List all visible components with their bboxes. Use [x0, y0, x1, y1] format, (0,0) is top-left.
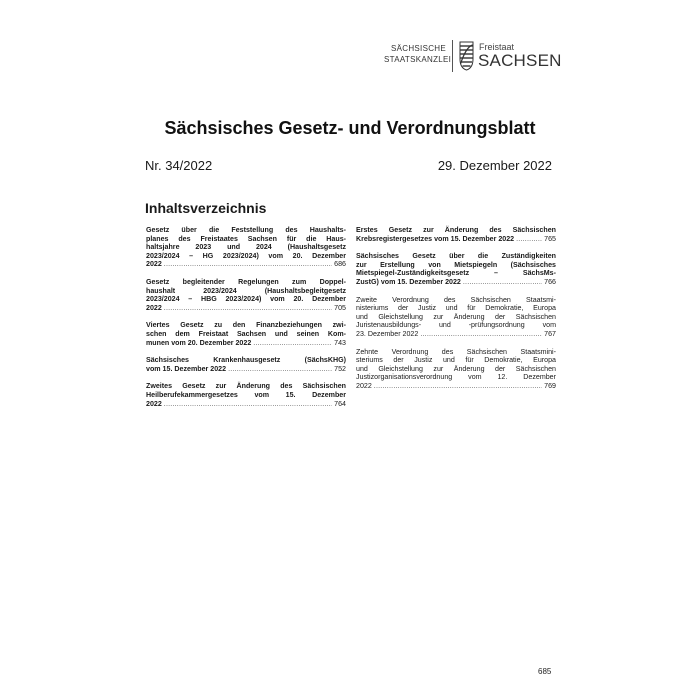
toc-page-number: 769: [544, 381, 556, 390]
toc-entry-line: Heilberufekammergesetzes vom 15. Dezember: [146, 390, 346, 399]
toc-entry-line: planes des Freistaates Sachsen für die Haus-: [146, 234, 346, 243]
toc-page-number: 766: [544, 277, 556, 286]
toc-entry-line: haushalt 2023/2024 (Haushaltsbegleitgesetz: [146, 286, 346, 295]
toc-entry-line: schen dem Freistaat Sachsen und seinen Kom-: [146, 329, 346, 338]
toc-page-number: 767: [544, 329, 556, 338]
saxony-coat-of-arms-icon: [459, 41, 474, 71]
toc-entry-last-line: [356, 235, 556, 244]
toc-entry-line: munen vom 20. Dezember 2022: [146, 338, 252, 347]
toc-page-number: 705: [334, 303, 346, 312]
toc-entry-line: und Gleichstellung zur Änderung der Sächsischen: [356, 364, 556, 373]
toc-entry-line: Krebsregistergesetzes vom 15. Dezember 2022: [356, 234, 515, 243]
toc-entry-line: Gesetz begleitender Regelungen zum Doppel-: [146, 277, 346, 286]
toc-entry-line: nisteriums der Justiz und für Demokratie, Europa: [356, 304, 556, 313]
toc-entry-line: 2023/2024 – HBG 2023/2024) vom 20. Dezember: [146, 295, 346, 304]
toc-entry: [146, 321, 346, 347]
toc-entry: [146, 278, 346, 312]
toc-page-number: 743: [334, 338, 346, 347]
issue-number: Nr. 34/2022: [145, 158, 213, 173]
toc-entry-last-line: [356, 382, 556, 391]
toc-entry-line: ZustG) vom 15. Dezember 2022: [356, 277, 461, 286]
toc-entry-last-line: [356, 278, 556, 287]
toc-entry: [356, 296, 556, 339]
toc-page-number: 764: [334, 399, 346, 408]
toc-entry-line: 2023/2024 – HG 2023/2024) vom 20. Dezember: [146, 251, 346, 260]
toc-entry-line: vom 15. Dezember 2022: [146, 364, 227, 373]
dot-leader: [164, 400, 332, 409]
toc-entry-line: steriums der Justiz und für Demokratie, Europa: [356, 356, 556, 365]
toc-entry-line: und Gleichstellung zur Änderung der Sächsischen: [356, 312, 556, 321]
dot-leader: [164, 260, 332, 269]
toc-column-left: [146, 226, 346, 417]
toc-entry-last-line: [146, 260, 346, 269]
toc-entry-line: Erstes Gesetz zur Änderung des Sächsischen: [356, 226, 556, 234]
toc-entry: [146, 382, 346, 408]
toc-page-number: 686: [334, 260, 346, 269]
dot-leader: [420, 330, 542, 339]
dot-leader: [228, 365, 332, 374]
toc-entry-line: Sächsisches Gesetz über die Zuständigkeiten: [356, 252, 556, 261]
toc-entry-last-line: [146, 365, 346, 374]
toc-entry-last-line: [146, 304, 346, 313]
toc-entry-line: 23. Dezember 2022: [356, 329, 419, 338]
toc-entry-line: 2022: [146, 260, 162, 269]
toc-entry-line: zur Erstellung von Mietspiegeln (Sächsisches: [356, 260, 556, 269]
toc-entry-line: Viertes Gesetz zu den Finanzbeziehungen zwi-: [146, 321, 346, 330]
toc-entry-last-line: [146, 400, 346, 409]
toc-entry-line: Mietspiegel-Zuständigkeitsgesetz – SächsMs-: [356, 269, 556, 278]
toc-page-number: 765: [544, 234, 556, 243]
dot-leader: [164, 304, 332, 313]
dot-leader: [516, 235, 542, 244]
toc-entry: [146, 356, 346, 373]
document-title: Sächsisches Gesetz- und Verordnungsblatt: [164, 118, 536, 138]
toc-entry-line: Gesetz über die Feststellung des Haushalts-: [146, 226, 346, 234]
chancellery-logo-text: [384, 43, 452, 65]
issue-date: 29. Dezember 2022: [437, 158, 552, 173]
toc-entry-line: Zweite Verordnung des Sächsischen Staatsmi-: [356, 295, 556, 304]
toc-entry: [146, 226, 346, 269]
state-name-small: Freistaat: [479, 42, 515, 52]
logo-divider: [452, 40, 453, 72]
toc-entry-line: Justizorganisationsverordnung vom 12. Dezember: [356, 373, 556, 382]
toc-entry-line: Juristenausbildungs- und -prüfungsordnung vom: [356, 321, 556, 330]
toc-page-number: 752: [334, 364, 346, 373]
chancellery-line-1: SÄCHSISCHE: [390, 44, 446, 53]
toc-entry-last-line: [146, 339, 346, 348]
toc-entry-line: 2022: [356, 381, 372, 390]
toc-entry-line: 2022: [146, 303, 162, 312]
toc-entry-line: Zehnte Verordnung des Sächsischen Staatsmini-: [356, 347, 556, 356]
toc-entry: [356, 348, 556, 391]
chancellery-line-2: STAATSKANZLEI: [384, 55, 452, 64]
toc-entry-last-line: [356, 330, 556, 339]
state-name-large: SACHSEN: [478, 51, 562, 70]
toc-entry: [356, 252, 556, 286]
page-number: 685: [538, 667, 552, 676]
dot-leader: [253, 339, 332, 348]
publisher-header: [384, 40, 560, 74]
toc-entry-line: Sächsisches Krankenhausgesetz (SächsKHG): [146, 356, 346, 365]
dot-leader: [463, 278, 542, 287]
toc-entry-line: Zweites Gesetz zur Änderung des Sächsischen: [146, 382, 346, 391]
toc-entry: [356, 226, 556, 243]
dot-leader: [374, 382, 542, 391]
toc-column-right: [356, 226, 556, 400]
toc-entry-line: haltsjahre 2023 und 2024 (Haushaltsgesetz: [146, 243, 346, 252]
toc-entry-line: 2022: [146, 399, 162, 408]
toc-heading: Inhaltsverzeichnis: [145, 200, 267, 216]
